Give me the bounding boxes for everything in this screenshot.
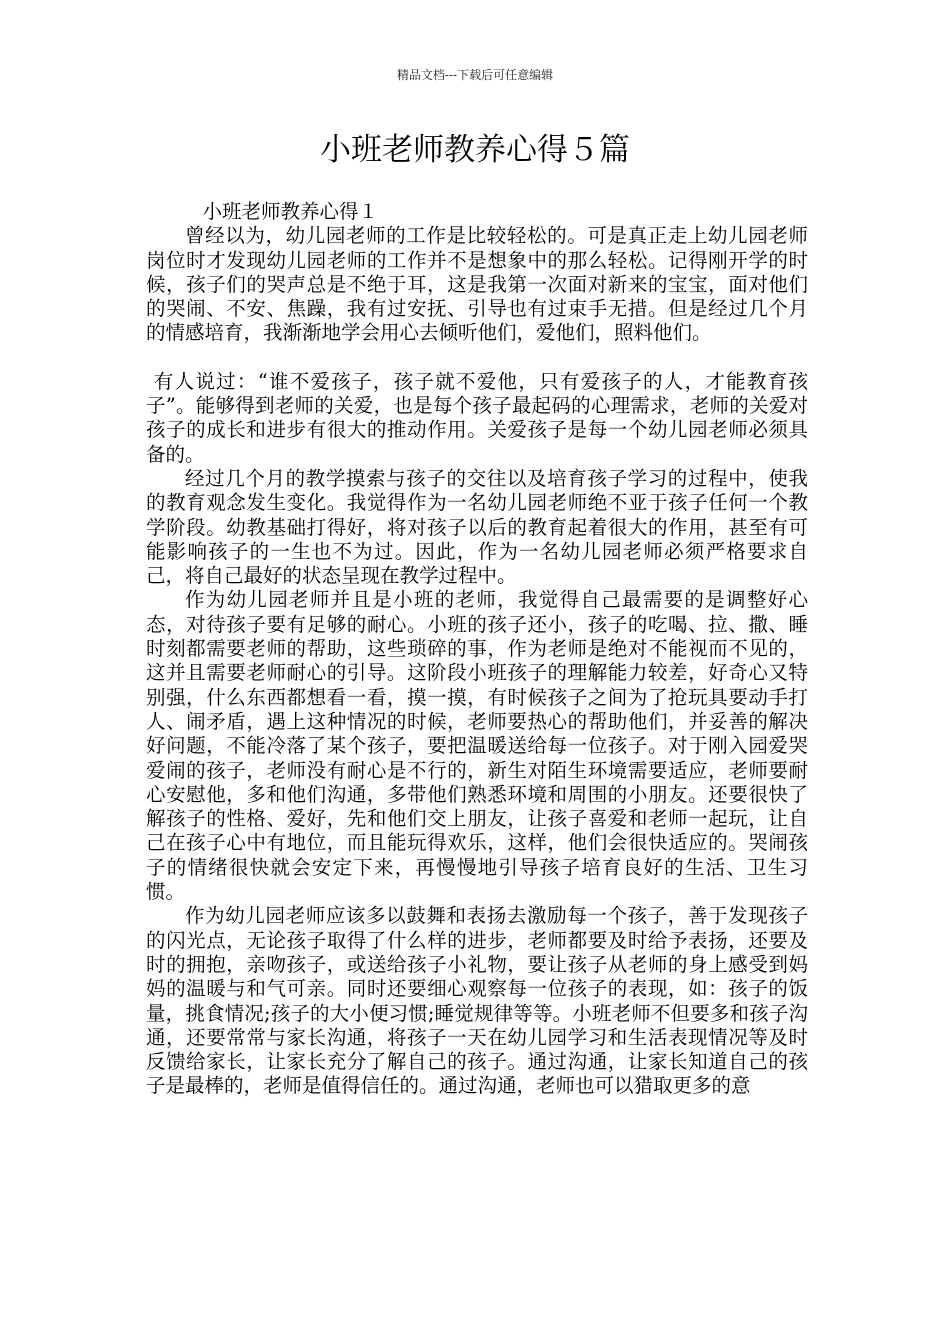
document-body [146,200,808,1099]
section-subtitle: 小班老师教养心得１ [202,200,379,223]
paragraph-2: 有人说过：“谁不爱孩子，孩子就不爱他，只有爱孩子的人，才能教育孩子”。能够得到老师的关爱，也是每个孩子最起码的心理需求，老师的关爱对孩子的成长和进步有很大的推动作用。关爱孩子是每一个幼儿园老师必须具备的。 [146,369,808,466]
paragraph-4: 作为幼儿园老师并且是小班的老师，我觉得自己最需要的是调整好心态，对待孩子要有足够的耐心。小班的孩子还小，孩子的吃喝、拉、撒、睡时刻都需要老师的帮助，这些琐碎的事，作为老师是绝对不能视而不见的，这并且需要老师耐心的引导。这阶段小班孩子的理解能力较差，好奇心又特别强，什么东西都想看一看，摸一摸，有时候孩子之间为了抢玩具要动手打人、闹矛盾，遇上这种情况的时候，老师要热心的帮助他们，并妥善的解决好问题，不能冷落了某个孩子，要把温暖送给每一位孩子。对于刚入园爱哭爱闹的孩子，老师没有耐心是不行的，新生对陌生环境需要适应，老师要耐心安慰他，多和他们沟通，多带他们熟悉环境和周围的小朋友。还要很快了解孩子的性格、爱好，先和他们交上朋友，让孩子喜爱和老师一起玩，让自己在孩子心中有地位，而且能玩得欢乐，这样，他们会很快适应的。哭闹孩子的情绪很快就会安定下来，再慢慢地引导孩子培育良好的生活、卫生习惯。 [146,588,808,904]
paragraph-spacer [146,346,808,370]
paragraph-5: 作为幼儿园老师应该多以鼓舞和表扬去激励每一个孩子，善于发现孩子的闪光点，无论孩子取得了什么样的进步，老师都要及时给予表扬，还要及时的拥抱，亲吻孩子，或送给孩子小礼物，要让孩子从老师的身上感受到妈妈的温暖与和气可亲。同时还要细心观察每一位孩子的表现，如：孩子的饭量，挑食情况;孩子的大小便习惯;睡觉规律等等。小班老师不但要多和孩子沟通，还要常常与家长沟通，将孩子一天在幼儿园学习和生活表现情况等及时反馈给家长，让家长充分了解自己的孩子。通过沟通，让家长知道自己的孩子是最棒的，老师是值得信任的。通过沟通，老师也可以猎取更多的意 [146,904,808,1098]
paragraph-1: 曾经以为，幼儿园老师的工作是比较轻松的。可是真正走上幼儿园老师岗位时才发现幼儿园老师的工作并不是想象中的那么轻松。记得刚开学的时候，孩子们的哭声总是不绝于耳，这是我第一次面对新来的宝宝，面对他们的哭闹、不安、焦躁，我有过安抚、引导也有过束手无措。但是经过几个月的情感培育，我渐渐地学会用心去倾听他们，爱他们，照料他们。 [146,224,808,345]
document-title: 小班老师教养心得５篇 [320,132,630,168]
page-header: 精品文档---下载后可任意编辑 [396,68,554,82]
paragraph-3: 经过几个月的教学摸索与孩子的交往以及培育孩子学习的过程中，使我的教育观念发生变化。我觉得作为一名幼儿园老师绝不亚于孩子任何一个教学阶段。幼教基础打得好，将对孩子以后的教育起着很大的作用，甚至有可能影响孩子的一生也不为过。因此，作为一名幼儿园老师必须严格要求自己，将自己最好的状态呈现在教学过程中。 [146,466,808,588]
